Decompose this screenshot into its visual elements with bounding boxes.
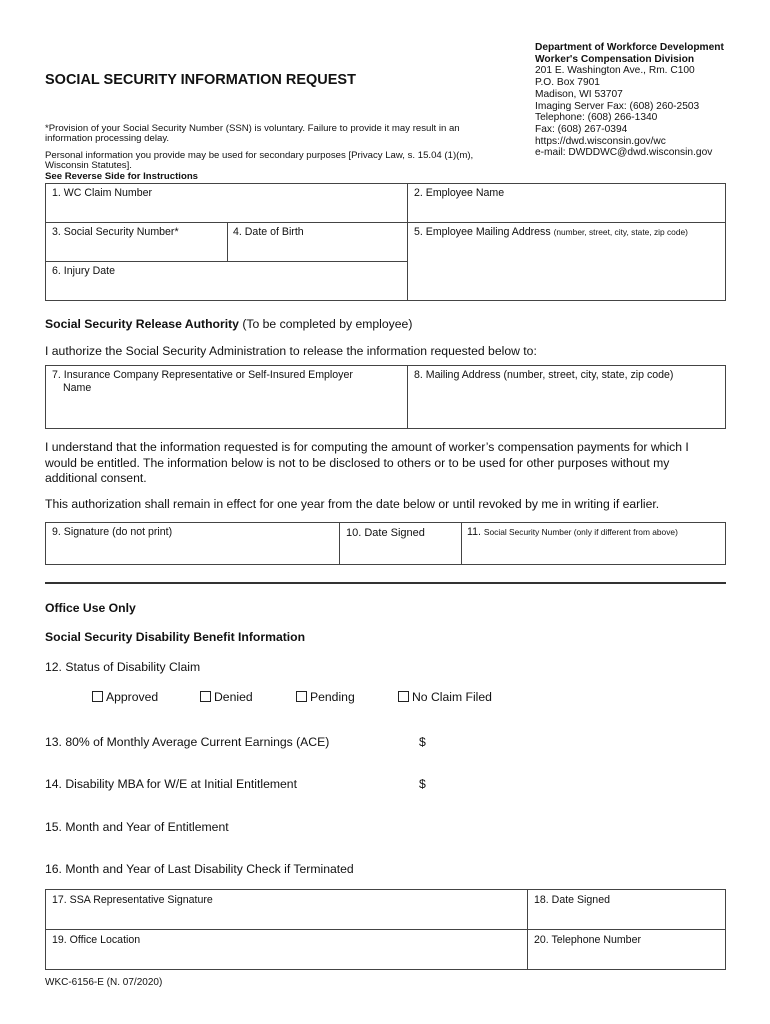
checkbox-label: Approved (106, 690, 159, 704)
dept-line: Madison, WI 53707 (535, 88, 623, 100)
release-heading-text: Social Security Release Authority (45, 317, 239, 331)
mba-dollar-field[interactable]: $ (419, 777, 426, 791)
field-hint: Social Security Number (only if different from above) (483, 527, 678, 537)
checkbox-icon (296, 691, 307, 702)
privacy-note (45, 151, 473, 171)
signature-field[interactable]: 9. Signature (do not print) (52, 526, 173, 538)
field-label: 5. Employee Mailing Address (414, 226, 551, 238)
provision-line: information processing delay. (45, 133, 170, 144)
dept-line: Worker's Compensation Division (535, 53, 695, 65)
checkbox-label: Denied (214, 690, 253, 704)
checkbox-icon (200, 691, 211, 702)
dept-line: 201 E. Washington Ave., Rm. C100 (535, 65, 695, 77)
release-heading-note: (To be completed by employee) (238, 317, 413, 331)
reverse-side-note: See Reverse Side for Instructions (45, 171, 199, 182)
no-claim-filed-checkbox[interactable] (398, 690, 492, 704)
provision-line: *Provision of your Social Security Number (SSN) is voluntary. Failure to provide it may result in an (45, 123, 460, 134)
ssa-date-signed-field[interactable]: 18. Date Signed (534, 894, 610, 906)
dept-line: https://dwd.wisconsin.gov/wc (535, 135, 666, 147)
field-hint: (number, street, city, state, zip code) (553, 227, 688, 237)
field-label: 7. Insurance Company Representative or Self-Insured Employer (52, 369, 353, 381)
privacy-line: Personal information you provide may be used for secondary purposes [Privacy Law, s. 15.04 (1)(m), (45, 150, 474, 161)
privacy-line: Wisconsin Statutes]. (45, 160, 132, 171)
office-location-field[interactable]: 19. Office Location (52, 934, 141, 946)
department-address (535, 42, 724, 159)
page-title: SOCIAL SECURITY INFORMATION REQUEST (45, 72, 356, 88)
insurer-mailing-address-field[interactable]: 8. Mailing Address (number, street, city, state, zip code) (414, 369, 674, 381)
form-id: WKC-6156-E (N. 07/2020) (45, 977, 163, 988)
checkbox-icon (398, 691, 409, 702)
mba-label: 14. Disability MBA for W/E at Initial Entitlement (45, 777, 297, 791)
ace-label: 13. 80% of Monthly Average Current Earnings (ACE) (45, 735, 330, 749)
entitlement-month-label: 15. Month and Year of Entitlement (45, 820, 229, 834)
insurer-name-field[interactable] (52, 369, 353, 395)
provision-note (45, 124, 460, 144)
ssn-field[interactable]: 3. Social Security Number* (52, 226, 179, 238)
employee-info-box (45, 183, 726, 301)
dept-line: Department of Workforce Development (535, 42, 724, 53)
alt-ssn-field[interactable] (467, 526, 678, 538)
last-check-label: 16. Month and Year of Last Disability Check if Terminated (45, 862, 354, 876)
understand-statement (45, 440, 689, 487)
field-label: 11. (467, 526, 481, 538)
telephone-number-field[interactable]: 20. Telephone Number (534, 934, 641, 946)
statement-line: additional consent. (45, 471, 147, 485)
claim-status-label: 12. Status of Disability Claim (45, 660, 201, 674)
ssa-signature-field[interactable]: 17. SSA Representative Signature (52, 894, 213, 906)
disability-info-heading: Social Security Disability Benefit Information (45, 630, 306, 644)
effect-statement: This authorization shall remain in effect for one year from the date below or until revoked by me in writing if earlier. (45, 497, 660, 511)
dept-line: Fax: (608) 267-0394 (535, 123, 628, 135)
checkbox-label: No Claim Filed (412, 690, 492, 704)
date-signed-field[interactable]: 10. Date Signed (346, 527, 425, 539)
wc-claim-number-field[interactable]: 1. WC Claim Number (52, 187, 153, 199)
release-authority-heading (45, 317, 412, 331)
pending-checkbox[interactable] (296, 690, 355, 704)
statement-line: would be entitled. The information below is not to be disclosed to others or to be used for other purposes without my (45, 455, 670, 470)
ace-dollar-field[interactable]: $ (419, 735, 426, 749)
employee-name-field[interactable]: 2. Employee Name (414, 187, 505, 199)
employee-mailing-address-field[interactable] (414, 226, 688, 238)
dept-line: Imaging Server Fax: (608) 260-2503 (535, 100, 700, 112)
section-divider (45, 582, 726, 584)
date-of-birth-field[interactable]: 4. Date of Birth (233, 226, 304, 238)
dept-line: e-mail: DWDDWC@dwd.wisconsin.gov (535, 147, 713, 159)
statement-line: I understand that the information requested is for computing the amount of worker’s compensation payments for which I (45, 440, 689, 454)
denied-checkbox[interactable] (200, 690, 253, 704)
checkbox-icon (92, 691, 103, 702)
office-use-heading: Office Use Only (45, 601, 136, 615)
approved-checkbox[interactable] (92, 690, 158, 704)
dept-line: P.O. Box 7901 (535, 77, 600, 89)
checkbox-label: Pending (310, 690, 355, 704)
dept-line: Telephone: (608) 266-1340 (535, 112, 658, 124)
field-label: Name (63, 382, 92, 394)
authorize-statement: I authorize the Social Security Administration to release the information requested below to: (45, 344, 537, 358)
injury-date-field[interactable]: 6. Injury Date (52, 265, 116, 277)
